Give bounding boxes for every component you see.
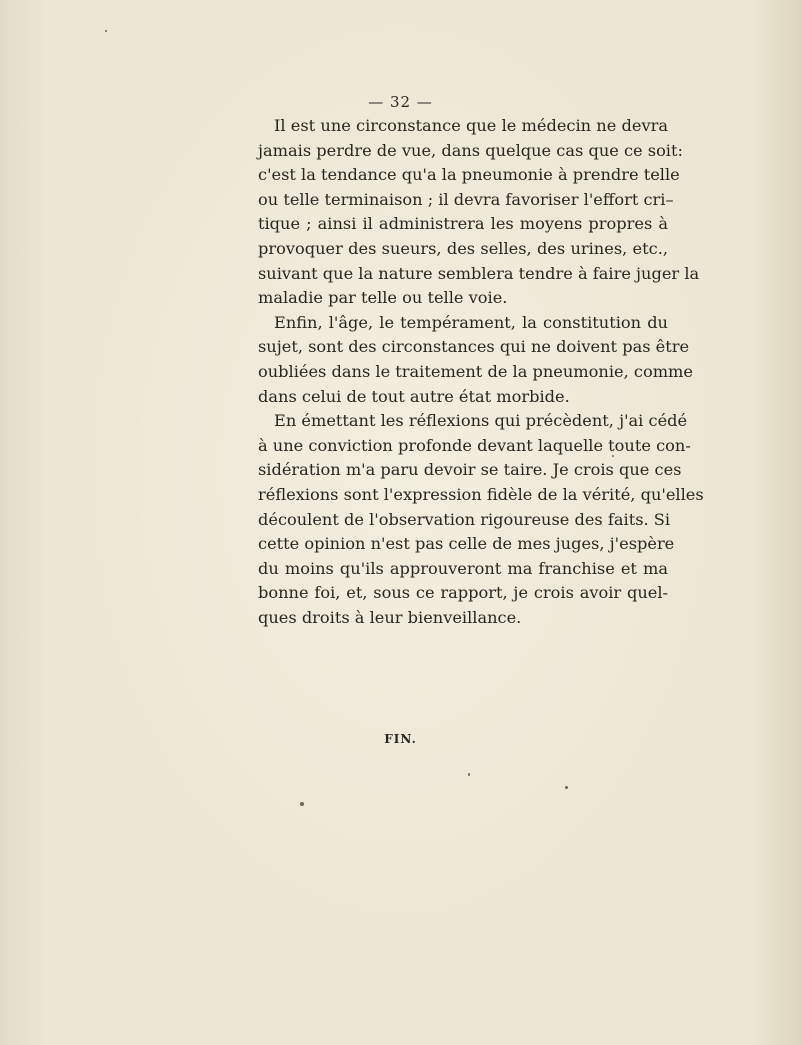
text-line: sidération m'a paru devoir se taire. Je crois que ces [258,460,682,480]
text-line: c'est la tendance qu'a la pneumonie à prendre telle [258,165,680,185]
text-line: bonne foi, et, sous ce rapport, je crois avoir quel- [258,583,668,603]
text-line: à une conviction profonde devant laquelle toute con- [258,435,691,455]
page-number-header: — 32 — [368,93,433,111]
text-line: Enfin, l'âge, le tempérament, la constitution du [274,312,668,332]
closing-text: FIN. [384,732,417,746]
text-line: maladie par telle ou telle voie. [258,288,508,308]
paper-speck [612,455,614,457]
text-line: jamais perdre de vue, dans quelque cas que ce soit: [258,140,683,160]
paper-speck [105,30,107,32]
text-line: suivant que la nature semblera tendre à faire juger la [258,263,700,283]
paragraph-1 [258,114,700,311]
paper-speck [300,802,304,806]
text-line: ques droits à leur bienveillance. [258,607,522,627]
text-line: Il est une circonstance que le médecin ne devra [274,116,668,135]
paper-speck [565,786,568,789]
text-line: du moins qu'ils approuveront ma franchise et ma [258,558,668,578]
paragraph-2 [258,311,693,409]
text-line: dans celui de tout autre état morbide. [258,386,570,406]
text-line: réflexions sont l'expression fidèle de la vérité, qu'elles [258,484,704,504]
paragraph-3 [258,409,704,630]
text-line: cette opinion n'est pas celle de mes juges, j'espère [258,534,675,554]
body-text [258,114,704,630]
text-line: En émettant les réflexions qui précèdent, j'ai cédé [274,411,688,431]
text-line: ou telle terminaison ; il devra favoriser l'effort cri– [258,189,674,209]
text-line: tique ; ainsi il administrera les moyens propres à [258,214,668,234]
text-line: sujet, sont des circonstances qui ne doivent pas être [258,337,690,357]
text-line: oubliées dans le traitement de la pneumonie, comme [258,361,693,381]
paper-speck [468,773,470,776]
text-line: provoquer des sueurs, des selles, des urines, etc., [258,238,668,258]
text-line: découlent de l'observation rigoureuse des faits. Si [258,509,671,529]
